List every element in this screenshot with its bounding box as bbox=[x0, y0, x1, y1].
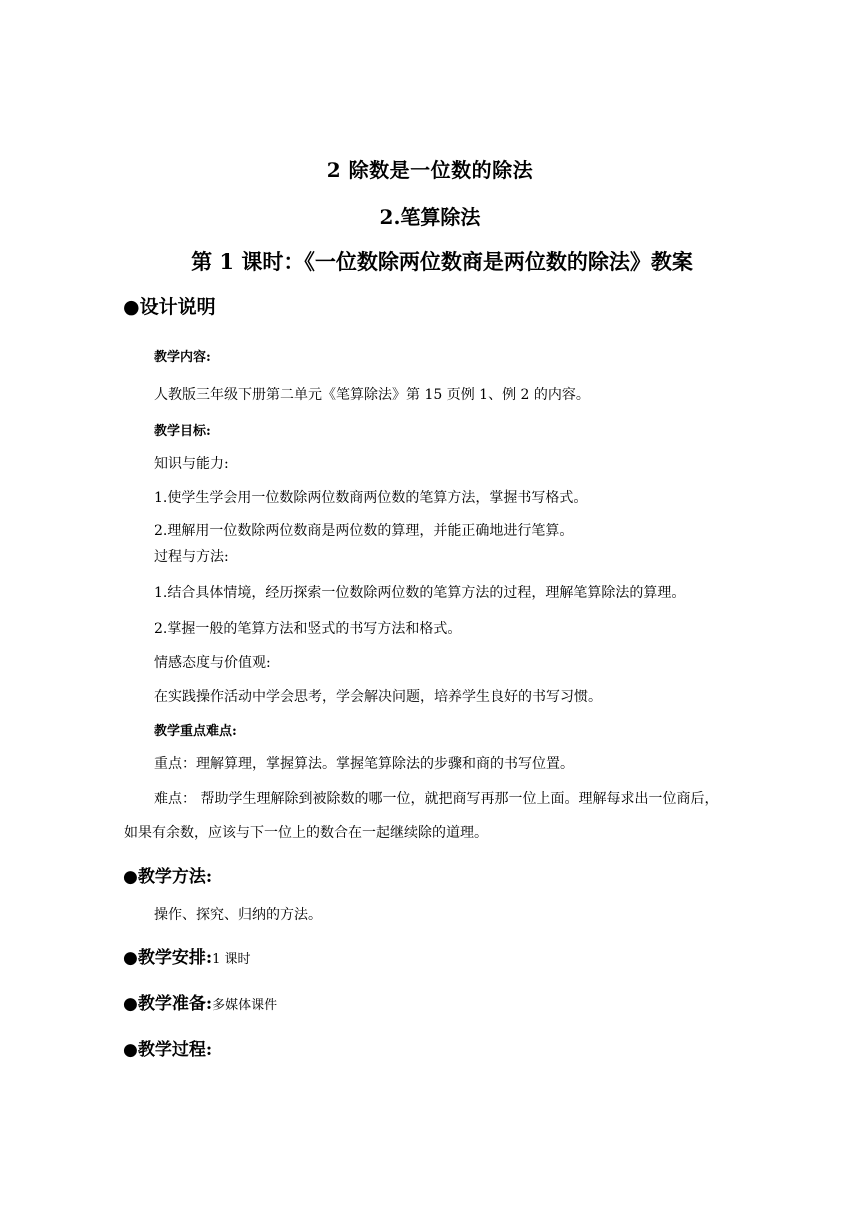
method-heading: ●教学方法: bbox=[123, 867, 213, 887]
knowledge-item-2: 2.理解用一位数除两位数商是两位数的算理，并能正确地进行笔算。 bbox=[154, 523, 574, 539]
difficulty-line-2: 如果有余数，应该与下一位上的数合在一起继续除的道理。 bbox=[124, 825, 488, 841]
emotion-item-1: 在实践操作活动中学会思考，学会解决问题，培养学生良好的书写习惯。 bbox=[154, 689, 602, 705]
process-section-heading: ●教学过程: bbox=[123, 1040, 213, 1060]
preparation-value: 多媒体课件 bbox=[212, 998, 278, 1013]
preparation-heading: ●教学准备: bbox=[123, 994, 213, 1014]
arrangement-value: 1 课时 bbox=[212, 952, 251, 967]
process-item-2: 2.掌握一般的笔算方法和竖式的书写方法和格式。 bbox=[154, 621, 462, 637]
difficulty-line-1: 难点： 帮助学生理解除到被除数的哪一位，就把商写再那一位上面。理解每求出一位商后， bbox=[154, 791, 719, 807]
design-heading: ●设计说明 bbox=[123, 296, 216, 318]
knowledge-heading: 知识与能力: bbox=[154, 456, 229, 472]
arrangement-row bbox=[123, 943, 251, 968]
arrangement-heading: ●教学安排: bbox=[123, 948, 213, 968]
emotion-heading: 情感态度与价值观: bbox=[154, 655, 271, 671]
content-text: 人教版三年级下册第二单元《笔算除法》第 15 页例 1、例 2 的内容。 bbox=[154, 387, 590, 403]
key-point: 重点：理解算理，掌握算法。掌握笔算除法的步骤和商的书写位置。 bbox=[154, 756, 574, 772]
process-heading: 过程与方法: bbox=[154, 549, 229, 565]
goal-label: 教学目标: bbox=[154, 424, 211, 439]
process-item-1: 1.结合具体情境，经历探索一位数除两位数的笔算方法的过程，理解笔算除法的算理。 bbox=[154, 585, 686, 601]
method-text: 操作、探究、归纳的方法。 bbox=[154, 907, 322, 923]
key-label: 教学重点难点: bbox=[154, 724, 237, 739]
preparation-row bbox=[123, 989, 277, 1014]
chapter-title: 2 除数是一位数的除法 bbox=[326, 158, 534, 182]
lesson-title: 第 1 课时：《一位数除两位数商是两位数的除法》教案 bbox=[191, 249, 693, 274]
content-label: 教学内容: bbox=[154, 350, 211, 365]
section-title: 2.笔算除法 bbox=[379, 205, 481, 229]
knowledge-item-1: 1.使学生学会用一位数除两位数商两位数的笔算方法，掌握书写格式。 bbox=[154, 490, 588, 506]
